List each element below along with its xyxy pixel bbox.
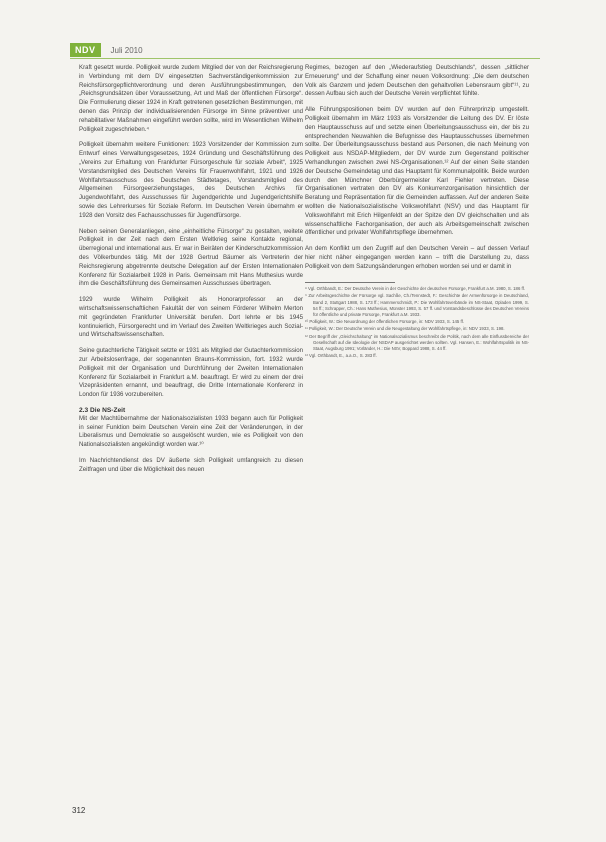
- page-header: [70, 43, 143, 57]
- paragraph: Mit der Machtübernahme der Nationalsozialisten 1933 begann auch für Polligkeit in seiner Funktion beim Deutschen Verein eine Zeit der Veränderungen, in der Liberalismus und Demokratie so ausgelöscht wurden, wie es Polligkeit von den Nationalsozialisten angekündigt worden war.¹⁰: [79, 414, 303, 449]
- footnote: ⁸ Vgl. Orthbandt, E.: Der Deutsche Verein in der Geschichte der deutschen Fürsorge, Frankfurt a.M. 1980, S. 186 ff.: [305, 286, 526, 292]
- footnote: ¹⁰ Polligkeit, W.: Die Neuordnung der öffentlichen Fürsorge, in: NDV 1933, S. 145 ff.: [305, 319, 464, 325]
- footnote: ¹¹ Polligkeit, W.: Der Deutsche Verein und die Neugestaltung der Wohlfahrtspflege, in: NDV 1933, S. 198.: [305, 326, 505, 332]
- left-column: [79, 64, 303, 482]
- issue-date: Juli 2010: [110, 45, 143, 55]
- footnotes: [305, 286, 529, 359]
- paragraph: Regimes, bezogen auf den „Wiederaufstieg Deutschlands“, dessen „sittlicher Erneuerung“ und der Schaffung einer neuen Volksordnung: „Die dem deutschen Volk als Ganzem und jedem Deutschen den gehaltvollen Lebensraum gibt“¹¹, zu dessen Aufbau sich auch der Deutsche Verein verpflichtet fühlte.: [305, 64, 529, 98]
- paragraph: Kraft gesetzt wurde. Polligkeit wurde zudem Mitglied der von der Reichsregierung in Verbindung mit dem DV eingesetzten Sachverständigenkommission zur Reichsfürsorgepflichtverordnung und deren Ausführungsbestimmungen, den „Reichsgrundsätzen über Voraussetzung, Art und Maß der öffentlichen Fürsorge“. Die Formulierung dieser 1924 in Kraft getretenen gesetzlichen Bestimmungen, mit denen das Prinzip der individualisierenden Fürsorge im Sinne präventiver und rehabilitativer Maßnahmen eingeführt werden sollte, wird im Wesentlichen Wilhelm Polligkeit zugeschrieben.⁴: [79, 64, 303, 133]
- footnote: ¹² Der Begriff der „Gleichschaltung“ im Nationalsozialismus beschreibt die Politik, nach dem alle Einflussbereiche der Gesellschaft auf die Ideologie der NSDAP ausgerichtet werden sollten. Vgl. Hansen, E.: Wohlfahrtspolitik im NS-Staat, Augsburg 1991; Vorländer, H.: Die NSV, Boppard 1988, S. 44 ff.: [305, 333, 529, 351]
- journal-badge: NDV: [70, 43, 101, 57]
- paragraph: Alle Führungspositionen beim DV wurden auf den Führerprinzip umgestellt. Polligkeit übernahm im März 1933 als Vorsitzender die Leitung des DV. Er löste den Hauptausschuss auf und setzte einen Überleitungsausschuss ein, der bis zu entsprechenden Neuwahlen die Befugnisse des Hauptausschusses übernehmen sollte. Der Überleitungsausschuss bestand aus Personen, die nach Meinung von Polligkeit aus NSDAP-Mitgliedern, der DV wurde zum Gegenstand politischer Verhandlungen zwischen zwei NS-Organisationen.¹² Auf der einen Seite standen der Deutsche Gemeindetag und das Hauptamt für Kommunalpolitik. Beide wurden durch den Münchner Oberbürgermeister Karl Fiehler vertreten. Diese Organisationen vertraten den DV als Konkurrenzorganisation hinsichtlich der Beratung und Repräsentation für die Gemeinden auffassen. Auf der anderen Seite wollten die Nationalsozialistische Volkswohlfahrt (NSV) und das Hauptamt für Volkswohlfahrt mit Erich Hilgenfeldt an der Spitze den DV gleichschalten und als wissenschaftliche Fachorganisation, der auch als Arbeitsgemeinschaft zwischen öffentlicher und privater Wohlfahrtspflege übernehmen.: [305, 106, 529, 237]
- footnote: ⁹ Zur Arbeitsgeschichte der Fürsorge vgl. Sachße, Ch./Tennstedt, F.: Geschichte der Armenfürsorge in Deutschland, Band 2, Stuttgart 1988, S. 173 ff.; Hammerschmidt, P.: Die Wohlfahrtsverbände im NS-Staat, Opladen 1999, S. 54 ff.; Schrapper, Ch.: Hans Muthesius, Münster 1993, S. 57 ff. und Vorstandsbeschlüsse des Deutschen Vereins für öffentliche und private Fürsorge, Frankfurt a.M. 1933.: [305, 293, 529, 317]
- paragraph: Im Nachrichtendienst des DV äußerte sich Polligkeit umfangreich zu diesen Zeitfragen und über die Möglichkeit des neuen: [79, 457, 303, 473]
- footnote: ¹³ Vgl. Orthbandt, E., a.a.O., S. 283 ff.: [305, 353, 377, 359]
- footnote-rule: [305, 282, 395, 283]
- paragraph: Polligkeit übernahm weitere Funktionen: 1923 Vorsitzender der Kommission zum Entwurf eines Verwaltungsgesetzes, 1924 Gründung und Geschäftsführung des „Vereins zur Erhaltung von Frankfurter Fürsorgeschule für soziale Arbeit“, 1925 Vorstandsmitglied des Deutschen Vereins für Frauenwohlfahrt, 1921 und 1926 Wohlfahrtsausschuss des Deutschen Städtetages, Vorstandsmitglied des Allgemeinen Fürsorgeerziehungstages, des Deutschen Archivs für Jugendwohlfahrt, des Ausschusses für Jugendgerichte und Jugendgerichtshilfe sowie des Lehrerkurses für Soziale Reform. Im Deutschen Verein übernahm er 1928 den Vorsitz des Fachausschusses für Jugendfürsorge.: [79, 141, 303, 219]
- paragraph: An dem Konflikt um den Zugriff auf den Deutschen Verein – auf dessen Verlauf hier nicht näher eingegangen werden kann – trifft die Darstellung zu, dass Polligkeit von dem Satzungsänderungen erhoben worden sei und er damit in: [305, 245, 529, 270]
- paragraph: 1929 wurde Wilhelm Polligkeit als Honorarprofessor an der wirtschaftswissenschaftlichen Fakultät der von seinem Förderer Wilhelm Merton mit gegründeten Frankfurter Universität berufen. Dort lehrte er bis 1945 kontinuierlich, Fürsorgerecht und im Verlauf des Zweiten Weltkrieges auch Sozial- und Wirtschaftswissenschaften.: [79, 296, 303, 339]
- header-rule: [70, 58, 540, 59]
- section-heading: 2.3 Die NS-Zeit: [79, 406, 126, 414]
- page-number: 312: [72, 806, 86, 815]
- right-column: [305, 64, 529, 360]
- paragraph: Seine gutachterliche Tätigkeit setzte er 1931 als Mitglied der Gutachterkommission zur Arbeitslosenfrage, der sogenannten Brauns-Kommission, fort. 1932 wurde Polligkeit mit der Organisation und Durchführung der Zweiten Internationalen Konferenz für Sozialarbeit in Frankfurt a.M. beauftragt. Er wird zu einem der drei Vizepräsidenten ernannt, und beauftragt, die Dritte Internationale Konferenz in London für 1936 vorzubereiten.: [79, 347, 303, 399]
- paragraph: Neben seinen Generalanliegen, eine „einheitliche Fürsorge“ zu gestalten, weitete Polligkeit in der Zeit nach dem Ersten Weltkrieg seine Kontakte regional, überregional und international aus. Er war in Beiräten der Kinderschutzkommission des Völkerbundes tätig. Mit der 1928 Gertrud Bäumer als Vertreterin der Reichsregierung abgetrennte deutsche Delegation auf der Ersten Internationalen Konferenz für Sozialarbeit 1928 in Paris. Gemeinsam mit Hans Muthesius wurde ihm die Geschäftsführung des Gemeinsamen Ausschusses übertragen.: [79, 227, 303, 288]
